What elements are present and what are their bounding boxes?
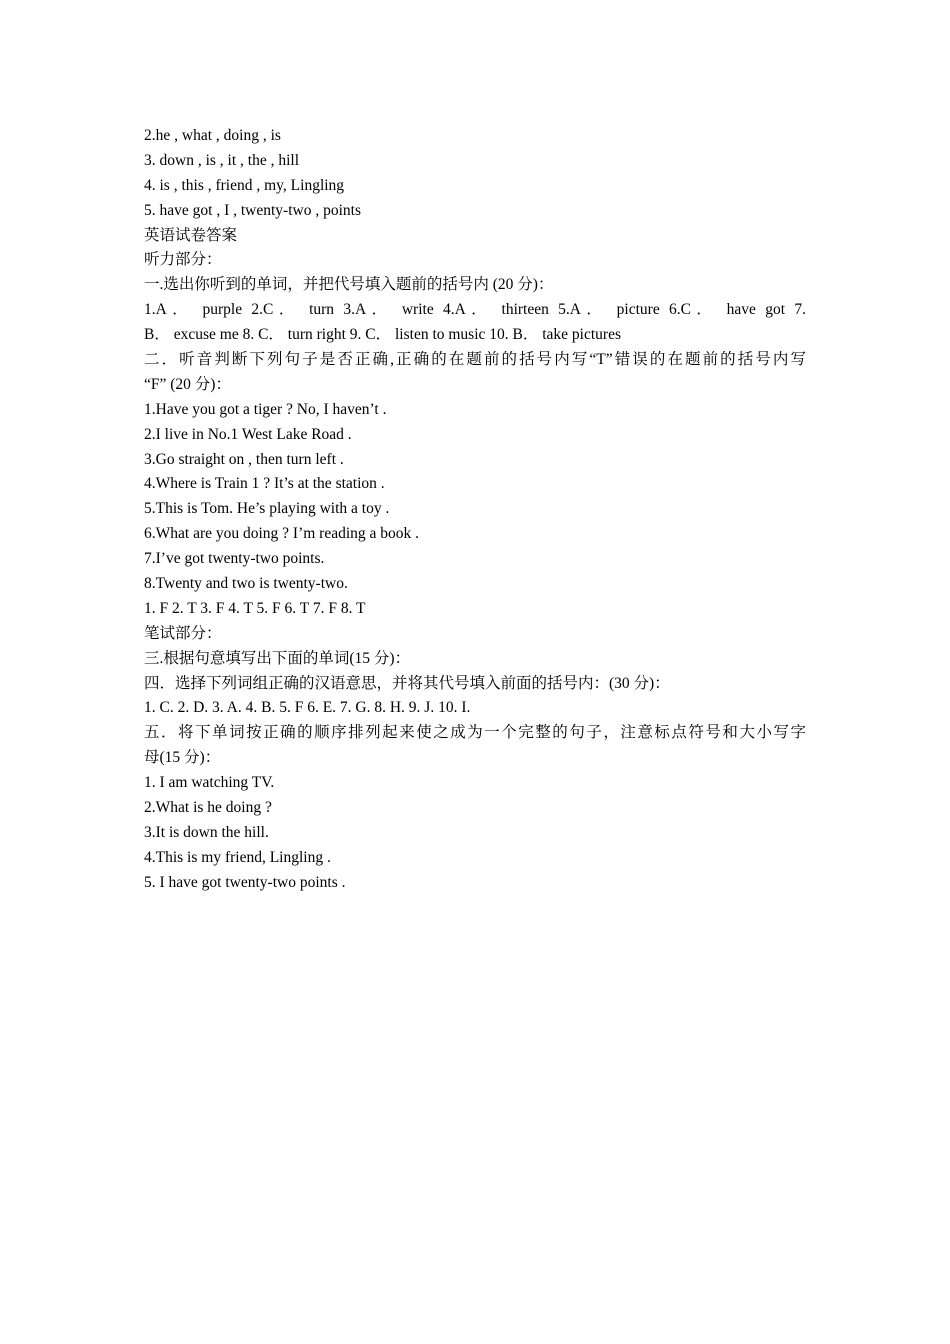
answer-line: 1.A． purple 2.C． turn 3.A． write 4.A． thirteen 5.A． picture 6.C． have got 7. [144, 301, 806, 319]
text-line: 7.I’ve got twenty-two points. [144, 550, 325, 568]
text-line: 3. down , is , it , the , hill [144, 151, 299, 169]
question-heading: 五．将下单词按正确的顺序排列起来使之成为一个完整的句子，注意标点符号和大小写字 [144, 724, 806, 742]
answer-line: 3.It is down the hill. [144, 823, 269, 841]
answer-line: 2.What is he doing ? [144, 799, 272, 817]
text-line: 6.What are you doing ? I’m reading a book . [144, 525, 420, 543]
text-line: 2.I live in No.1 West Lake Road . [144, 425, 352, 443]
text-line: 2.he , what , doing , is [144, 127, 281, 144]
text-line: 4. is , this , friend , my, Lingling [144, 176, 345, 194]
answer-line: 4.This is my friend, Lingling . [144, 848, 331, 866]
text-line: 5.This is Tom. He’s playing with a toy . [144, 500, 390, 518]
text-line: 8.Twenty and two is twenty-two. [144, 575, 348, 593]
answer-line: 1. F 2. T 3. F 4. T 5. F 6. T 7. F 8. T [144, 599, 366, 617]
text-line: 4.Where is Train 1 ? It’s at the station . [144, 475, 385, 493]
answer-line: 5. I have got twenty-two points . [144, 873, 346, 891]
text-line: 5. have got , I , twenty-two , points [144, 201, 361, 219]
question-heading: 一.选出你听到的单词，并把代号填入题前的括号内 (20 分)： [144, 276, 554, 294]
text-line: 1.Have you got a tiger ? No, I haven’t . [144, 400, 387, 418]
answer-line: B． excuse me 8. C． turn right 9. C． listen to music 10. B． take pictures [144, 326, 621, 344]
question-heading: 四．选择下列词组正确的汉语意思，并将其代号填入前面的括号内：(30 分)： [144, 674, 670, 692]
document-page [144, 124, 806, 896]
answer-line: 1. I am watching TV. [144, 774, 275, 792]
section-heading: 听力部分： [144, 251, 222, 269]
answer-line: 1. C. 2. D. 3. A. 4. B. 5. F 6. E. 7. G. 8. H. 9. J. 10. I. [144, 699, 471, 717]
question-heading-continued: 母(15 分)： [144, 749, 221, 767]
text-line: 3.Go straight on , then turn left . [144, 450, 344, 468]
question-heading: 三.根据句意填写出下面的单词(15 分)： [144, 649, 411, 667]
question-heading-continued: “F” (20 分)： [144, 375, 231, 393]
question-heading: 二．听音判断下列句子是否正确,正确的在题前的括号内写“T”错误的在题前的括号内写 [144, 351, 806, 369]
section-heading: 笔试部分： [144, 624, 222, 642]
section-heading: 英语试卷答案 [144, 226, 238, 244]
